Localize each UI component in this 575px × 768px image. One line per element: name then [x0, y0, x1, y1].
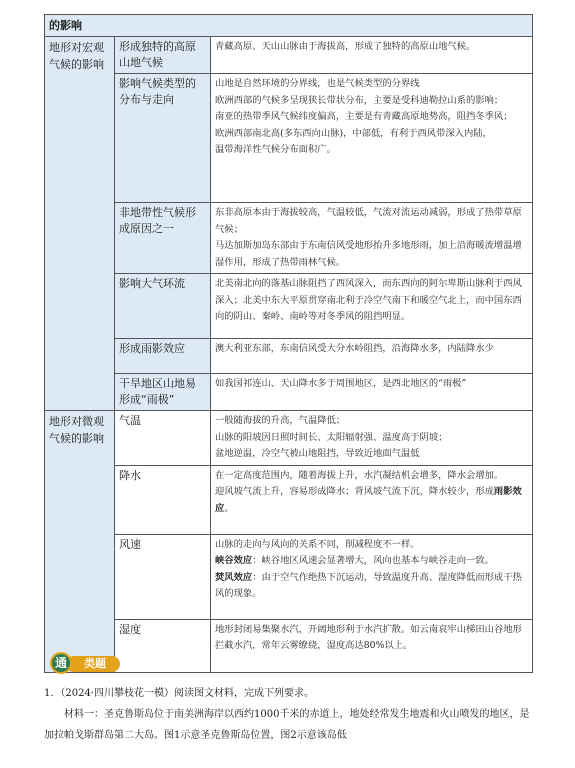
- tong-icon: 通: [50, 652, 72, 674]
- sub-label: 气温: [115, 411, 211, 466]
- category-micro: 地形对微观气候的影响: [45, 411, 115, 673]
- table-row: [45, 74, 533, 203]
- description-cell: 青藏高原、天山山脉由于海拔高，形成了独特的高原山地气候。: [211, 37, 533, 74]
- question-heading: 1．（2024·四川攀枝花一模）阅读图文材料，完成下列要求。: [44, 688, 314, 699]
- description-cell: 北美南北向的落基山脉阻挡了西风深入，而东西向的阿尔卑斯山脉利于西风深入；北美中东大平原贯穿南北利于冷空气南下和暖空气北上，而中国东西向的阴山、秦岭、南岭等对冬季风的阻挡明显。: [211, 274, 533, 339]
- sub-label: 非地带性气候形成原因之一: [115, 203, 211, 274]
- description-cell: 在一定高度范围内，随着海拔上升，水汽凝结机会增多，降水会增加。 迎风坡气流上升，容易形成降水；背风坡气流下沉，降水较少，形成雨影效应。: [211, 465, 533, 534]
- table-row: [45, 203, 533, 274]
- question-material: 材料一：圣克鲁斯岛位于南美洲海岸以西约1000千米的赤道上，地处经常发生地震和火山喷发的地区，是加拉帕戈斯群岛第二大岛。图1示意圣克鲁斯岛位置，图2示意该岛低: [44, 709, 530, 741]
- table-row: [45, 374, 533, 411]
- description-cell: 东非高原本由于海拔较高，气温较低，气流对流运动减弱，形成了热带草原气候； 马达加斯加岛东部由于东南信风受地形抬升多地形雨，加上沿海暖流增温增湿作用，形成了热带雨林气候。: [211, 203, 533, 274]
- sub-label: 影响大气环流: [115, 274, 211, 339]
- category-cell-continued: 的影响: [45, 15, 533, 37]
- badge-label: 类题: [66, 656, 120, 672]
- sub-label: 风速: [115, 534, 211, 619]
- description-cell: 澳大利亚东部，东南信风受大分水岭阻挡，沿海降水多，内陆降水少: [211, 339, 533, 374]
- table-row: [45, 534, 533, 619]
- table-row: [45, 274, 533, 339]
- sub-label: 影响气候类型的分布与走向: [115, 74, 211, 203]
- category-macro: 地形对宏观气候的影响: [45, 37, 115, 411]
- description-cell: 山地是自然环境的分界线，也是气候类型的分界线 欧洲西部的气候多呈现狭长带状分布，主要是受科迪勒拉山系的影响； 南亚的热带季风气候纬度偏高，主要是有青藏高原地势高，阻挡冬季风； 欧洲西部南北高(多东西向山脉)，中部低，有利于西风带深入内陆， 温带海洋性气候分布面积广。: [211, 74, 533, 203]
- table-row: [45, 15, 533, 37]
- similar-questions-badge: [50, 652, 142, 676]
- table-row: [45, 411, 533, 466]
- sub-label: 干旱地区山地易形成“雨极”: [115, 374, 211, 411]
- table-row: [45, 465, 533, 534]
- sub-label: 形成独特的高原山地气候: [115, 37, 211, 74]
- sub-label: 形成雨影效应: [115, 339, 211, 374]
- terrain-climate-table: [44, 14, 533, 673]
- description-cell: 如我国祁连山、天山降水多于周围地区，是西北地区的“雨极”: [211, 374, 533, 411]
- table-row: [45, 339, 533, 374]
- sub-label: 降水: [115, 465, 211, 534]
- description-cell: 山脉的走向与风向的关系不同，削减程度不一样。 峡谷效应：峡谷地区风速会显著增大，风向也基本与峡谷走向一致。 焚风效应：由于空气作绝热下沉运动，导致温度升高、湿度降低而形成干热风的现象。: [211, 534, 533, 619]
- description-cell: 一般随海拔的升高，气温降低； 山脉的阳坡因日照时间长、太阳辐射强、温度高于阴坡； 盆地逆温，冷空气被山地阻挡，导致近地面气温低: [211, 411, 533, 466]
- sub-label: 湿度: [115, 619, 211, 672]
- table-row: [45, 37, 533, 74]
- description-cell: 地形封闭易集聚水汽，开阔地形利于水汽扩散。如云南哀牢山梯田山谷地形拦截水汽，常年云雾缭绕，湿度高达80%以上。: [211, 619, 533, 672]
